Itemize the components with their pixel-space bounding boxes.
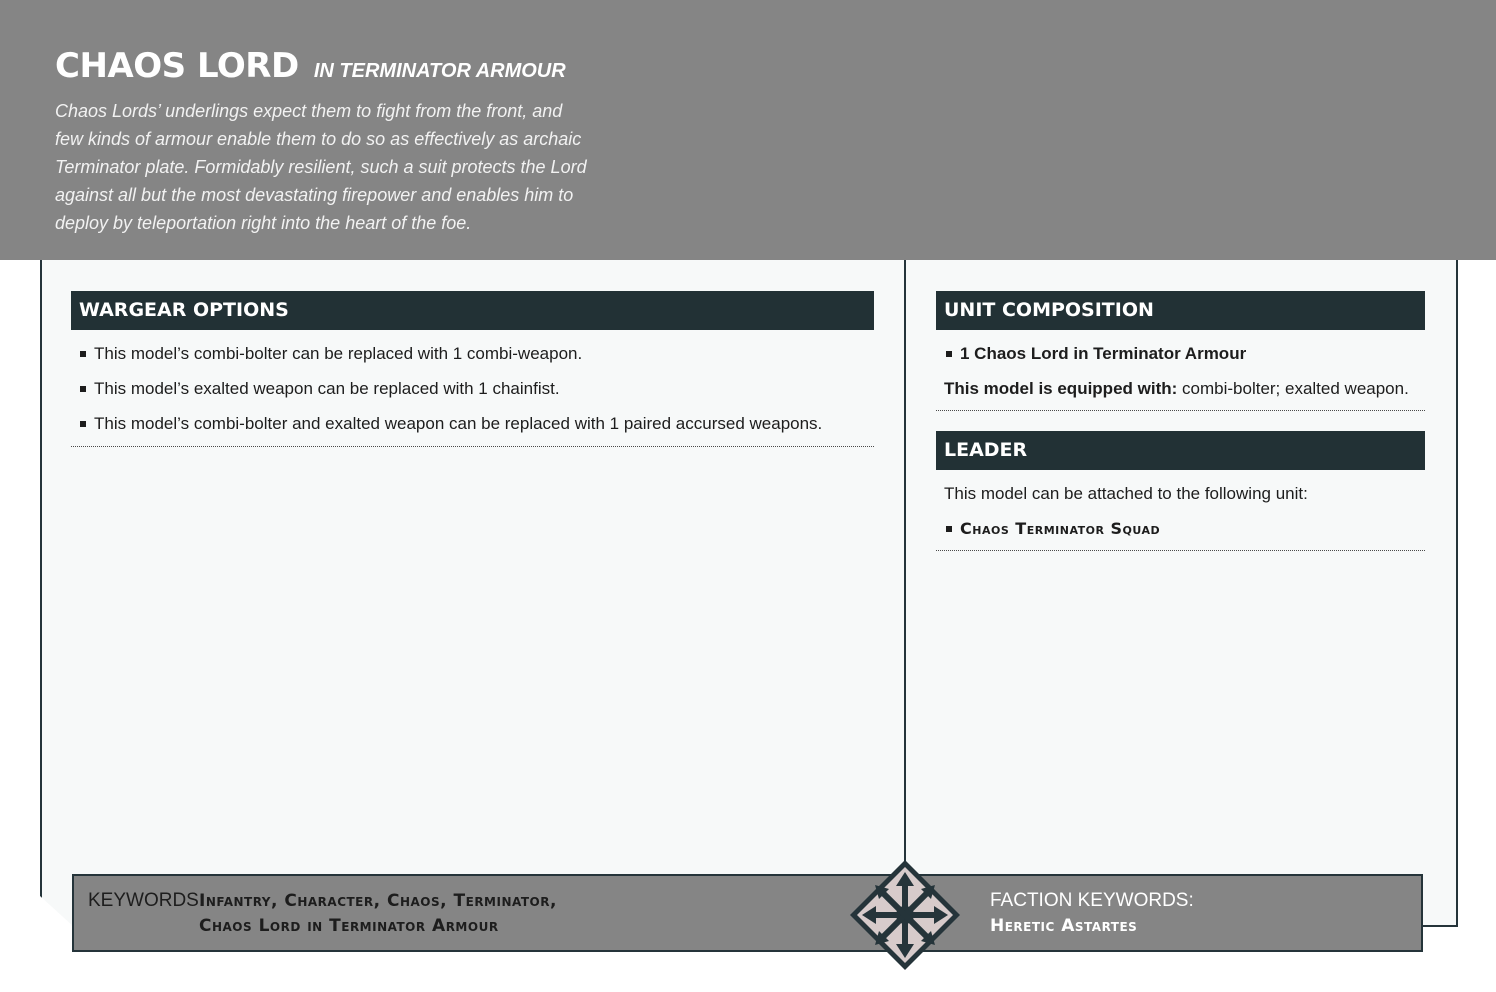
square-bullet-icon <box>946 351 952 357</box>
list-item <box>79 412 874 447</box>
column-divider <box>904 260 906 874</box>
lore-text <box>55 97 615 237</box>
wargear-options-heading: WARGEAR OPTIONS <box>71 291 874 330</box>
composition-model: 1 Chaos Lord in Terminator Armour <box>960 344 1247 363</box>
chaos-star-icon <box>848 858 962 972</box>
lore-line: few kinds of armour enable them to do so as effectively as archaic <box>55 129 582 149</box>
unit-subtitle: IN TERMINATOR ARMOUR <box>313 60 566 82</box>
leader-intro: This model can be attached to the following unit: <box>944 484 1308 503</box>
wargear-option: This model’s exalted weapon can be replaced with 1 chainfist. <box>94 379 560 398</box>
keywords-bar <box>72 874 1423 952</box>
leader-unit-list <box>945 517 1425 552</box>
unit-composition-heading: UNIT COMPOSITION <box>936 291 1425 330</box>
equipped-value: combi-bolter; exalted weapon. <box>1177 379 1409 398</box>
lore-line: Chaos Lords’ underlings expect them to fight from the front, and <box>55 101 563 121</box>
keywords-line-2: Chaos Lord in Terminator Armour <box>199 916 499 936</box>
square-bullet-icon <box>80 351 86 357</box>
list-item <box>945 342 1425 377</box>
emblem-star <box>862 872 948 958</box>
dotted-separator <box>71 446 874 447</box>
list-item <box>79 377 874 412</box>
keywords-label: KEYWORDS: <box>88 890 205 911</box>
keywords-line-1: Infantry, Character, Chaos, Terminator, <box>199 891 557 911</box>
header-band <box>0 0 1496 260</box>
square-bullet-icon <box>946 526 952 532</box>
list-item <box>79 342 874 377</box>
dotted-separator <box>936 550 1425 551</box>
faction-keywords-value: Heretic Astartes <box>990 916 1138 936</box>
square-bullet-icon <box>80 386 86 392</box>
list-item <box>945 517 1425 552</box>
lore-line: against all but the most devastating firepower and enables him to <box>55 185 574 205</box>
unit-name: CHAOS LORD <box>55 46 299 86</box>
equipped-with-text <box>944 377 1409 401</box>
lore-line: deploy by teleportation right into the heart of the foe. <box>55 213 472 233</box>
dotted-separator <box>936 410 1425 411</box>
leader-unit: Chaos Terminator Squad <box>960 519 1161 538</box>
wargear-option: This model’s combi-bolter and exalted weapon can be replaced with 1 paired accursed weapons. <box>94 414 823 433</box>
equipped-label: This model is equipped with: <box>944 379 1178 398</box>
leader-heading: LEADER <box>936 431 1425 470</box>
unit-composition-list <box>945 342 1425 377</box>
lore-line: Terminator plate. Formidably resilient, such a suit protects the Lord <box>55 157 587 177</box>
wargear-option: This model’s combi-bolter can be replaced with 1 combi-weapon. <box>94 344 583 363</box>
faction-keywords-label: FACTION KEYWORDS: <box>990 890 1194 911</box>
square-bullet-icon <box>80 421 86 427</box>
page-title <box>55 46 566 86</box>
wargear-options-list <box>79 342 874 447</box>
